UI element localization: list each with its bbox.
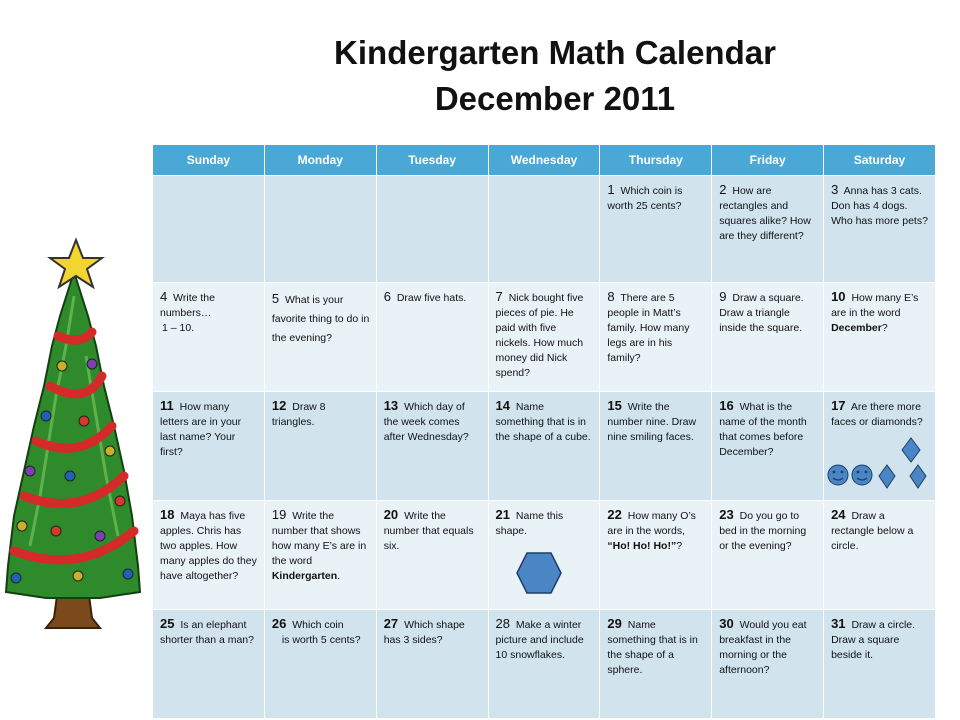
day-cell (153, 501, 265, 610)
header-wednesday: Wednesday (488, 145, 600, 176)
header-tuesday: Tuesday (376, 145, 488, 176)
day-prompt-end: ? (676, 540, 683, 552)
page-title (150, 30, 960, 122)
header-friday: Friday (712, 145, 824, 176)
week-row (153, 176, 936, 283)
day-number: 4 (160, 289, 168, 304)
title-line-2: December 2011 (434, 80, 676, 117)
day-prompt: Which shape has 3 sides? (383, 619, 465, 646)
day-cell (600, 501, 712, 610)
day-cell (264, 283, 376, 392)
day-prompt-sub: 1 – 10. (162, 322, 195, 334)
day-prompt: Would you eat breakfast in the morning or the afternoon? (719, 619, 807, 676)
day-number: 13 (383, 398, 399, 413)
day-cell (824, 501, 936, 610)
header-saturday: Saturday (824, 145, 936, 176)
smiley-face-icon (828, 465, 848, 485)
day-cell-empty (488, 176, 600, 283)
day-number: 16 (719, 398, 734, 413)
day-number: 14 (495, 398, 510, 413)
day-prompt: Is an elephant shorter than a man? (160, 619, 254, 646)
day-number: 17 (831, 398, 846, 413)
day-cell (264, 501, 376, 610)
day-prompt: Which coin (292, 619, 344, 631)
day-cell (376, 283, 488, 392)
header-monday: Monday (264, 145, 376, 176)
day-cell (824, 610, 936, 719)
diamond-icon (879, 465, 895, 488)
day-cell (712, 392, 824, 501)
day-prompt: Write the number that equals six. (383, 510, 474, 552)
day-cell (600, 176, 712, 283)
day-cell (712, 610, 824, 719)
day-prompt-end: . (337, 570, 341, 582)
day-cell (712, 501, 824, 610)
day-number: 21 (495, 507, 510, 522)
day-prompt: Do you go to bed in the morning or the evening? (719, 510, 807, 552)
day-number: 15 (607, 398, 622, 413)
day-cell (488, 283, 600, 392)
day-number: 26 (271, 616, 287, 631)
header-sunday: Sunday (153, 145, 265, 176)
header-thursday: Thursday (600, 145, 712, 176)
hexagon-shape-image (515, 551, 563, 595)
day-prompt: Nick bought five pieces of pie. He paid with five nickels. How much money did Nick spend? (495, 292, 584, 379)
day-number: 22 (607, 507, 622, 522)
day-cell (376, 392, 488, 501)
day-cell (712, 176, 824, 283)
day-prompt: Write the number nine. Draw nine smiling faces. (607, 401, 697, 443)
day-prompt: Name this shape. (495, 510, 564, 537)
day-prompt: Which day of the week comes after Wednesday? (383, 401, 469, 443)
day-prompt-bold: Kindergarten (271, 570, 338, 582)
diamond-icon (902, 438, 920, 462)
day-number: 2 (719, 182, 727, 197)
day-cell (153, 392, 265, 501)
day-cell (600, 283, 712, 392)
day-cell (712, 283, 824, 392)
day-prompt: Make a winter picture and include 10 snowflakes. (495, 619, 584, 661)
day-number: 31 (831, 616, 846, 631)
day-number: 11 (160, 398, 174, 413)
day-prompt: Draw 8 triangles. (271, 401, 326, 428)
day-number: 9 (719, 289, 727, 304)
diamond-icon (910, 465, 926, 488)
day-cell (824, 283, 936, 392)
day-number: 18 (160, 507, 175, 522)
day-prompt: What is your favorite thing to do in the evening? (271, 294, 370, 344)
day-prompt: Draw a square. Draw a triangle inside the square. (719, 292, 804, 334)
day-prompt: Draw five hats. (396, 292, 467, 304)
day-prompt: Draw a rectangle below a circle. (831, 510, 914, 552)
day-number: 28 (495, 616, 510, 631)
day-number: 8 (607, 289, 615, 304)
day-prompt: Name something that is in the shape of a sphere. (607, 619, 698, 676)
day-cell (824, 392, 936, 501)
weekday-header-row (153, 145, 936, 176)
smiley-face-icon (852, 465, 872, 485)
day-number: 20 (383, 507, 399, 522)
week-row (153, 501, 936, 610)
day-cell (600, 392, 712, 501)
day-prompt: Which coin is worth 25 cents? (607, 185, 683, 212)
day-cell-empty (376, 176, 488, 283)
day-number: 24 (831, 507, 846, 522)
day-cell (264, 610, 376, 719)
christmas-tree-icon (0, 236, 146, 706)
day-cell (488, 392, 600, 501)
day-prompt: How are rectangles and squares alike? How are they different? (719, 185, 811, 242)
title-line-1: Kindergarten Math Calendar (334, 34, 776, 71)
day-prompt: Maya has five apples. Chris has two apples. How many apples do they have altogether? (160, 510, 257, 582)
day-cell (488, 501, 600, 610)
day-cell-empty (264, 176, 376, 283)
day-prompt: Write the number that shows how many E’s are in the word (271, 510, 367, 567)
day-number: 10 (831, 289, 846, 304)
day-prompt: How many letters are in your last name? Your first? (160, 401, 242, 458)
day-prompt: There are 5 people in Matt’s family. How many legs are in his family? (607, 292, 690, 364)
day-number: 23 (719, 507, 734, 522)
day-cell (376, 610, 488, 719)
day-cell-empty (153, 176, 265, 283)
day-prompt: Name something that is in the shape of a cube. (495, 401, 591, 443)
day-prompt-bold: “Ho! Ho! Ho!” (607, 540, 677, 552)
week-row (153, 283, 936, 392)
day-prompt: Write the numbers… (160, 292, 215, 319)
day-number: 12 (271, 398, 287, 413)
day-prompt: Are there more faces or diamonds? (831, 401, 923, 428)
day-prompt: How many O’s are in the words, (607, 510, 696, 537)
day-number: 3 (831, 182, 839, 197)
day-number: 6 (383, 289, 391, 304)
day-cell (488, 610, 600, 719)
day-number: 5 (271, 291, 280, 306)
calendar-table (152, 144, 936, 719)
day-number: 1 (607, 182, 615, 197)
day-number: 7 (495, 289, 503, 304)
day-number: 25 (160, 616, 175, 631)
day-prompt-bold: December (831, 322, 882, 334)
day-cell (824, 176, 936, 283)
day-number: 19 (271, 507, 287, 522)
day-cell (153, 610, 265, 719)
day-prompt-end: ? (881, 322, 888, 334)
day-prompt: Anna has 3 cats. Don has 4 dogs. Who has more pets? (831, 185, 928, 227)
day-number: 27 (383, 616, 399, 631)
day-cell (600, 610, 712, 719)
week-row (153, 610, 936, 719)
week-row (153, 392, 936, 501)
day-number: 29 (607, 616, 622, 631)
day-cell (153, 283, 265, 392)
day-cell (376, 501, 488, 610)
day-prompt: How many E’s are in the word (831, 292, 919, 319)
day-prompt-sub: is worth 5 cents? (281, 634, 361, 646)
day-prompt: What is the name of the month that comes before December? (719, 401, 807, 458)
day-number: 30 (719, 616, 734, 631)
day-prompt: Draw a circle. Draw a square beside it. (831, 619, 916, 661)
day-cell (264, 392, 376, 501)
faces-and-diamonds-image (824, 436, 928, 490)
